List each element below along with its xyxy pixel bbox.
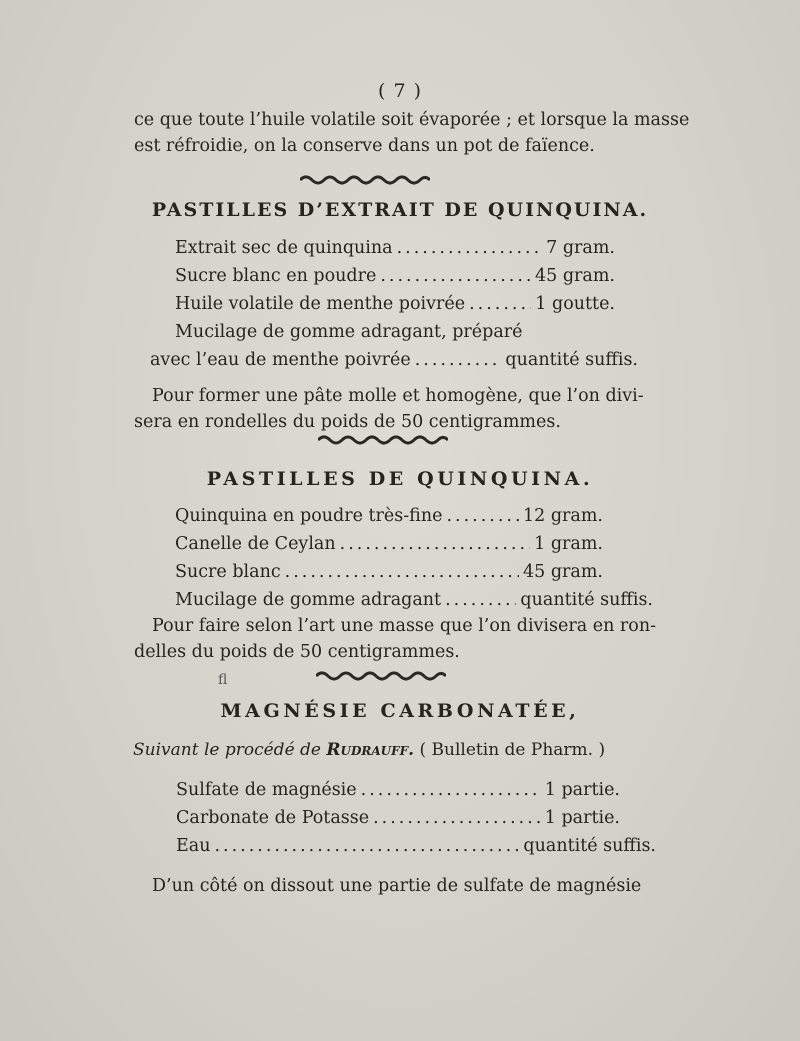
section2-item — [175, 564, 603, 582]
item-qty: 1 partie. — [544, 780, 620, 800]
item-qty: 12 gram. — [523, 506, 603, 526]
item-qty: quantité suffis. — [523, 836, 656, 856]
item-name: Quinquina en poudre très-fine — [175, 506, 443, 526]
item-name: Canelle de Ceylan — [175, 534, 336, 554]
section1-item — [150, 352, 638, 370]
section3-note-line-1: D’un côté on dissout une partie de sulfate de magnésie — [152, 876, 642, 896]
ornamental-rule-1 — [300, 172, 430, 188]
intro-line-1: ce que toute l’huile volatile soit évaporée ; et lorsque la masse — [134, 110, 690, 130]
section2-item — [175, 592, 653, 610]
section2-item — [175, 536, 603, 554]
section1-item — [175, 296, 615, 314]
section2-item — [175, 508, 603, 526]
subtitle-author: Rudrauff. — [326, 740, 415, 760]
item-name: Sucre blanc — [175, 562, 281, 582]
item-name: Sucre blanc en poudre — [175, 266, 377, 286]
ornamental-rule-3 — [316, 668, 446, 684]
item-name: Eau — [176, 836, 211, 856]
section2-note-line-1: Pour faire selon l’art une masse que l’on divisera en ron- — [152, 616, 656, 636]
section1-item-name: Mucilage de gomme adragant, préparé — [175, 322, 523, 342]
section1-item — [175, 268, 615, 286]
section1-title: PASTILLES D’EXTRAIT DE QUINQUINA. — [151, 199, 649, 221]
item-name: avec l’eau de menthe poivrée — [150, 350, 411, 370]
item-qty: quantité suffis. — [505, 350, 638, 370]
item-qty: 45 gram. — [535, 266, 615, 286]
section1-note-line-2: sera en rondelles du poids de 50 centigrammes. — [134, 412, 561, 432]
item-qty: 45 gram. — [523, 562, 603, 582]
section3-subtitle — [133, 740, 605, 760]
item-qty: 7 gram. — [546, 238, 615, 258]
item-qty: quantité suffis. — [520, 590, 653, 610]
section3-item — [176, 810, 620, 828]
item-name: Carbonate de Potasse — [176, 808, 370, 828]
intro-line-2: est réfroidie, on la conserve dans un pot de faïence. — [134, 136, 595, 156]
page-number: ( 7 ) — [378, 80, 422, 102]
ornamental-rule-2 — [318, 432, 448, 448]
item-name: Mucilage de gomme adragant — [175, 590, 442, 610]
section3-item — [176, 838, 656, 856]
item-qty: 1 partie. — [544, 808, 620, 828]
subtitle-reference: ( Bulletin de Pharm. ) — [419, 740, 606, 760]
item-name: Extrait sec de quinquina — [175, 238, 393, 258]
subtitle-prefix: Suivant le procédé de — [133, 740, 321, 760]
section2-note-line-2: delles du poids de 50 centigrammes. — [134, 642, 460, 662]
item-name: Sulfate de magnésie — [176, 780, 357, 800]
item-qty: 1 gram. — [534, 534, 603, 554]
section3-item — [176, 782, 620, 800]
handwritten-mark: ﬂ — [218, 672, 228, 688]
section3-title: MAGNÉSIE CARBONATÉE, — [220, 700, 580, 722]
section1-item — [175, 240, 615, 258]
item-name: Huile volatile de menthe poivrée — [175, 294, 466, 314]
item-qty: 1 goutte. — [535, 294, 615, 314]
section1-note-line-1: Pour former une pâte molle et homogène, que l’on divi- — [152, 386, 644, 406]
section2-title: PASTILLES DE QUINQUINA. — [206, 468, 594, 490]
